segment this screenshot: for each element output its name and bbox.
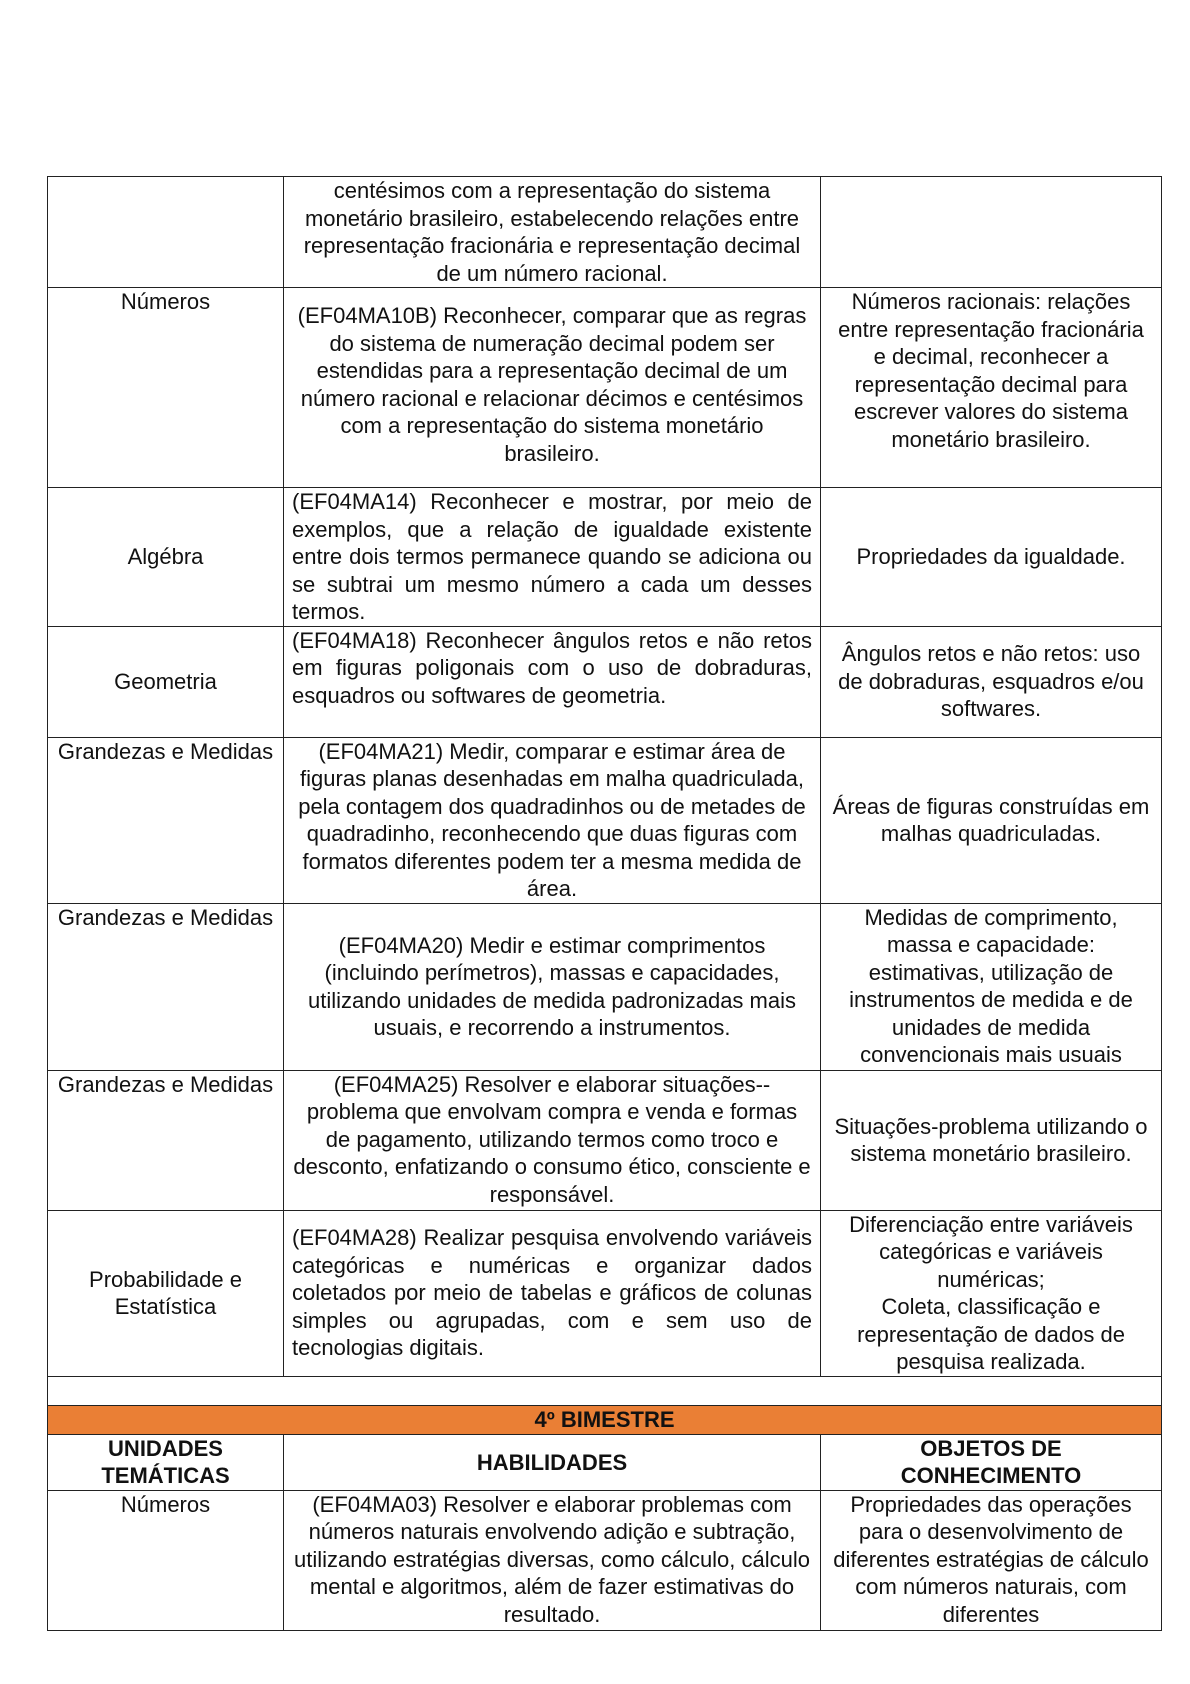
skill-cell: (EF04MA21) Medir, comparar e estimar área de figuras planas desenhadas em malha quadriculada, pela contagem dos quadradinhos ou de metades de quadradinho, reconhecendo que duas figuras com formatos diferentes podem ter a mesma medida de área.	[284, 737, 821, 903]
table-row	[48, 177, 1162, 288]
table-row	[48, 903, 1162, 1070]
unit-cell: Grandezas e Medidas	[48, 1070, 284, 1210]
unit-cell: Grandezas e Medidas	[48, 903, 284, 1070]
object-cell	[821, 177, 1162, 288]
spacer-row	[48, 1376, 1162, 1405]
unit-cell: Algébra	[48, 488, 284, 627]
header-objects: OBJETOS DE CONHECIMENTO	[821, 1434, 1162, 1490]
header-row	[48, 1434, 1162, 1490]
object-cell: Números racionais: relações entre representação fracionária e decimal, reconhecer a representação decimal para escrever valores do sistema monetário brasileiro.	[821, 288, 1162, 488]
skill-cell: (EF04MA28) Realizar pesquisa envolvendo variáveis categóricas e numéricas e organizar dados coletados por meio de tabelas e gráficos de colunas simples ou agrupadas, com e sem uso de tecnologias digitais.	[284, 1210, 821, 1376]
object-cell: Diferenciação entre variáveis categóricas e variáveis numéricas; Coleta, classificação e representação de dados de pesquisa realizada.	[821, 1210, 1162, 1376]
object-cell: Propriedades da igualdade.	[821, 488, 1162, 627]
table-row	[48, 1210, 1162, 1376]
unit-cell: Números	[48, 1490, 284, 1630]
bimester-title: 4º BIMESTRE	[48, 1405, 1162, 1434]
table-row	[48, 626, 1162, 737]
table-row	[48, 1490, 1162, 1630]
object-cell: Propriedades das operações para o desenvolvimento de diferentes estratégias de cálculo com números naturais, com diferentes	[821, 1490, 1162, 1630]
unit-cell: Probabilidade e Estatística	[48, 1210, 284, 1376]
skill-cell: (EF04MA20) Medir e estimar comprimentos (incluindo perímetros), massas e capacidades, utilizando unidades de medida padronizadas mais usuais, e recorrendo a instrumentos.	[284, 903, 821, 1070]
skill-cell: (EF04MA18) Reconhecer ângulos retos e não retos em figuras poligonais com o uso de dobraduras, esquadros ou softwares de geometria.	[284, 626, 821, 737]
object-cell: Áreas de figuras construídas em malhas quadriculadas.	[821, 737, 1162, 903]
header-units: UNIDADES TEMÁTICAS	[48, 1434, 284, 1490]
bimester-row	[48, 1405, 1162, 1434]
table-row	[48, 488, 1162, 627]
table-row	[48, 1070, 1162, 1210]
header-skills: HABILIDADES	[284, 1434, 821, 1490]
table-row	[48, 288, 1162, 488]
object-cell: Medidas de comprimento, massa e capacidade: estimativas, utilização de instrumentos de medida e de unidades de medida convencionais mais usuais	[821, 903, 1162, 1070]
object-cell: Situações-problema utilizando o sistema monetário brasileiro.	[821, 1070, 1162, 1210]
curriculum-table	[47, 176, 1162, 1631]
skill-cell: (EF04MA25) Resolver e elaborar situações--problema que envolvam compra e venda e formas de pagamento, utilizando termos como troco e desconto, enfatizando o consumo ético, consciente e responsável.	[284, 1070, 821, 1210]
skill-cell: (EF04MA03) Resolver e elaborar problemas com números naturais envolvendo adição e subtração, utilizando estratégias diversas, como cálculo, cálculo mental e algoritmos, além de fazer estimativas do resultado.	[284, 1490, 821, 1630]
object-cell: Ângulos retos e não retos: uso de dobraduras, esquadros e/ou softwares.	[821, 626, 1162, 737]
skill-cell: (EF04MA14) Reconhecer e mostrar, por meio de exemplos, que a relação de igualdade existente entre dois termos permanece quando se adiciona ou se subtrai um mesmo número a cada um desses termos.	[284, 488, 821, 627]
unit-cell: Grandezas e Medidas	[48, 737, 284, 903]
skill-cell: centésimos com a representação do sistema monetário brasileiro, estabelecendo relações entre representação fracionária e representação decimal de um número racional.	[284, 177, 821, 288]
table-row	[48, 737, 1162, 903]
unit-cell	[48, 177, 284, 288]
unit-cell: Geometria	[48, 626, 284, 737]
unit-cell: Números	[48, 288, 284, 488]
skill-cell: (EF04MA10B) Reconhecer, comparar que as regras do sistema de numeração decimal podem ser estendidas para a representação decimal de um número racional e relacionar décimos e centésimos com a representação do sistema monetário brasileiro.	[284, 288, 821, 488]
